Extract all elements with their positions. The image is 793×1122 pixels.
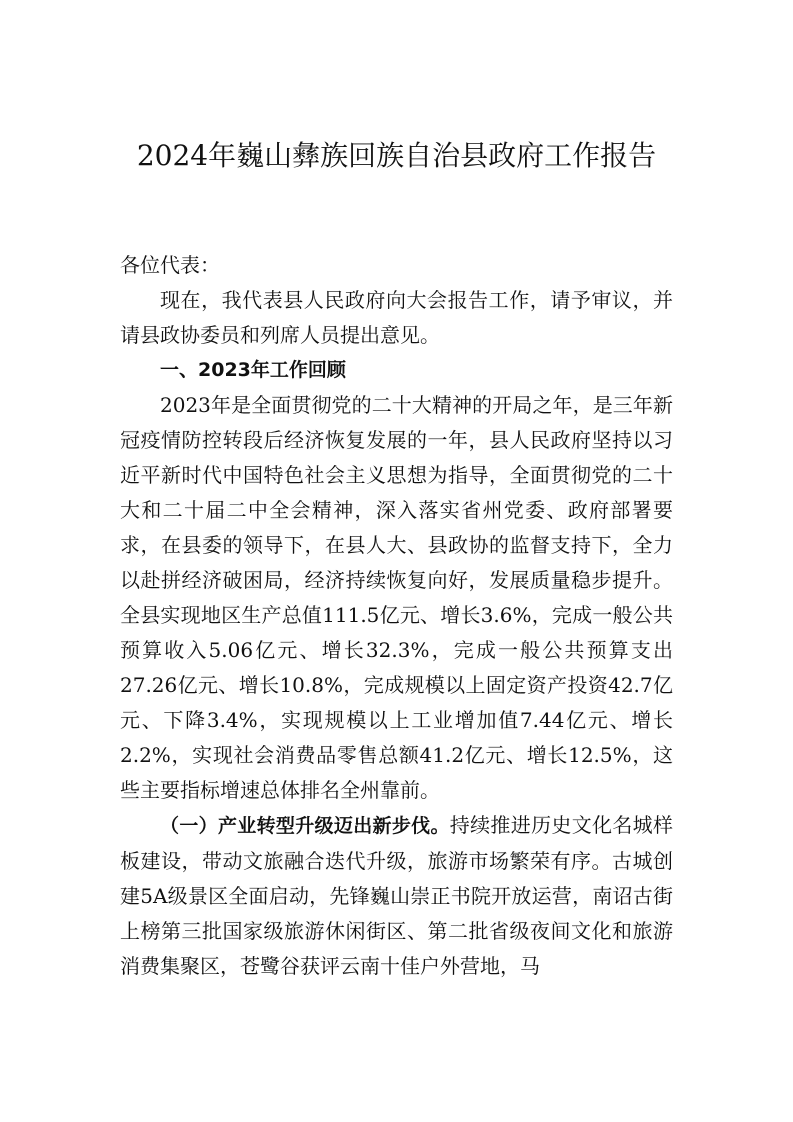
- salutation: 各位代表：: [120, 253, 220, 277]
- industry-paragraph: [120, 808, 673, 984]
- document-title: 2024年巍山彝族回族自治县政府工作报告: [136, 139, 657, 172]
- subheading-industry: （一）产业转型升级迈出新步伐。: [160, 815, 450, 837]
- section-heading-review: 一、2023年工作回顾: [160, 359, 346, 381]
- document-body: [120, 248, 673, 984]
- review-paragraph: 2023年是全面贯彻党的二十大精神的开局之年，是三年新冠疫情防控转段后经济恢复发展的一年，县人民政府坚持以习近平新时代中国特色社会主义思想为指导，全面贯彻党的二十大和二十届二中全会精神，深入落实省州党委、政府部署要求，在县委的领导下，在县人大、县政协的监督支持下，全力以赴拼经济破困局，经济持续恢复向好，发展质量稳步提升。全县实现地区生产总值111.5亿元、增长3.6%，完成一般公共预算收入5.06亿元、增长32.3%，完成一般公共预算支出27.26亿元、增长10.8%，完成规模以上固定资产投资42.7亿元、下降3.4%，实现规模以上工业增加值7.44亿元、增长2.2%，实现社会消费品零售总额41.2亿元、增长12.5%，这些主要指标增速总体排名全州靠前。: [120, 393, 673, 802]
- industry-paragraph-text: 持续推进历史文化名城样板建设，带动文旅融合迭代升级，旅游市场繁荣有序。古城创建5A级景区全面启动，先锋巍山崇正书院开放运营，南诏古街上榜第三批国家级旅游休闲街区、第二批省级夜间文化和旅游消费集聚区，苍鹭谷获评云南十佳户外营地，马: [120, 813, 673, 978]
- intro-paragraph: 现在，我代表县人民政府向大会报告工作，请予审议，并请县政协委员和列席人员提出意见。: [120, 288, 673, 347]
